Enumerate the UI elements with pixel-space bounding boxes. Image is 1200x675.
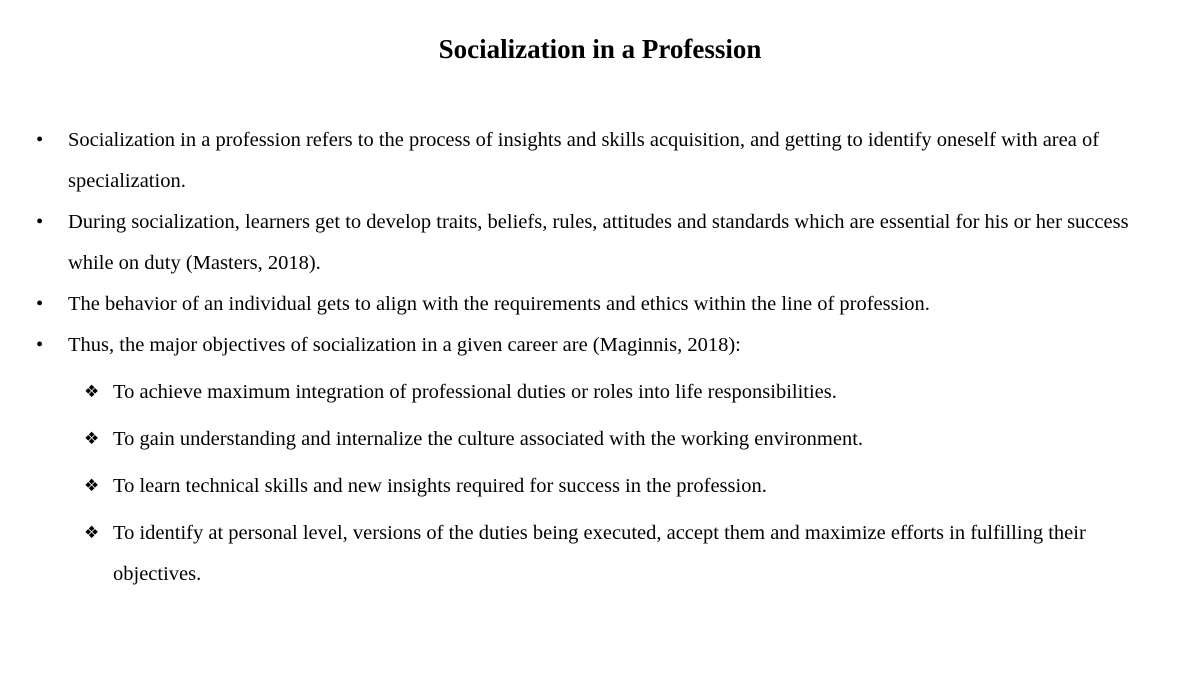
objective-item bbox=[84, 372, 1174, 413]
slide-title: Socialization in a Profession bbox=[438, 34, 762, 64]
slide-body bbox=[34, 120, 1174, 601]
bullet-item bbox=[34, 120, 1174, 202]
bullet-item bbox=[34, 284, 1174, 325]
objective-text: To gain understanding and internalize the culture associated with the working environment. bbox=[113, 428, 864, 450]
objective-text: To achieve maximum integration of professional duties or roles into life responsibilities. bbox=[113, 381, 837, 403]
bullet-text: During socialization, learners get to develop traits, beliefs, rules, attitudes and standards which are essential for his or her success while on duty (Masters, 2018). bbox=[68, 211, 1129, 274]
bullet-text: Socialization in a profession refers to the process of insights and skills acquisition, and getting to identify oneself with area of specialization. bbox=[68, 129, 1100, 192]
diamond-bullet-icon: ❖ bbox=[84, 429, 100, 449]
bullet-text: The behavior of an individual gets to align with the requirements and ethics within the line of profession. bbox=[68, 293, 930, 315]
objective-text: To identify at personal level, versions of the duties being executed, accept them and maximize efforts in fulfilling their objectives. bbox=[113, 522, 1086, 585]
bullet-item bbox=[34, 325, 1174, 366]
objective-item bbox=[84, 513, 1174, 595]
bullet-marker: • bbox=[36, 293, 44, 315]
objectives-list bbox=[34, 372, 1174, 595]
diamond-bullet-icon: ❖ bbox=[84, 476, 100, 496]
objective-item bbox=[84, 419, 1174, 460]
diamond-bullet-icon: ❖ bbox=[84, 523, 100, 543]
bullet-marker: • bbox=[36, 334, 44, 356]
diamond-bullet-icon: ❖ bbox=[84, 382, 100, 402]
objective-text: To learn technical skills and new insights required for success in the profession. bbox=[113, 475, 767, 497]
bullet-text: Thus, the major objectives of socialization in a given career are (Maginnis, 2018): bbox=[68, 334, 741, 356]
bullet-marker: • bbox=[36, 211, 44, 233]
objective-item bbox=[84, 466, 1174, 507]
bullet-marker: • bbox=[36, 129, 44, 151]
bullet-item bbox=[34, 202, 1174, 284]
